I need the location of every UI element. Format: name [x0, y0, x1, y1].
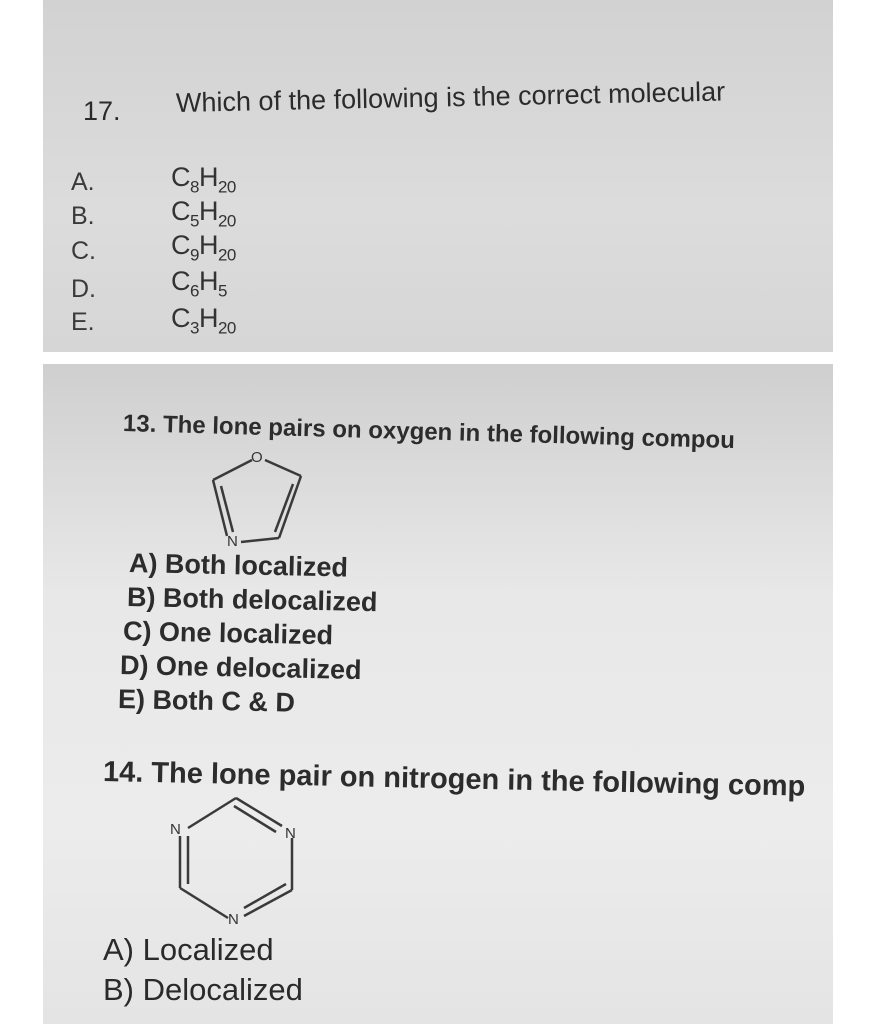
questions-13-14-photo — [43, 364, 833, 1024]
nitrogen-atom-label-left: N — [170, 821, 181, 838]
q13-answer-b: B) Both delocalized — [126, 582, 378, 618]
option-formula-e: $C_3H_{20}$ — [171, 303, 236, 338]
nitrogen-atom-label-right: N — [285, 825, 296, 842]
question-17-text: Which of the following is the correct molecular — [175, 76, 726, 118]
option-formula-c: $C_9H_{20}$ — [171, 230, 236, 265]
question-13-text: 13. The lone pairs on oxygen in the following compou — [122, 410, 736, 455]
q13-answer-a: A) Both localized — [128, 548, 349, 583]
option-formula-b: $C_5H_{20}$ — [171, 196, 236, 231]
q13-answer-c: C) One localized — [122, 616, 334, 651]
option-letter-d: D. — [71, 275, 96, 303]
option-formula-d: $C_6H_5$ — [171, 266, 227, 301]
nitrogen-atom-label-bottom: N — [228, 911, 239, 928]
question-14-text: 14. The lone pair on nitrogen in the following comp — [102, 756, 806, 803]
option-formula-a: $C_8H_{20}$ — [171, 162, 236, 197]
option-letter-a: A. — [71, 168, 95, 196]
option-letter-b: B. — [71, 202, 95, 230]
q13-answer-e: E) Both C & D — [117, 684, 296, 718]
q14-answer-b: B) Delocalized — [103, 972, 303, 1007]
question-17-number: 17. — [83, 96, 121, 126]
q13-answer-d: D) One delocalized — [119, 650, 362, 686]
q14-answer-a: A) Localized — [103, 932, 274, 967]
option-letter-e: E. — [71, 308, 95, 336]
question-17-photo — [43, 0, 833, 352]
option-letter-c: C. — [71, 237, 96, 265]
nitrogen-atom-label: N — [227, 533, 238, 550]
pyrimidine-structure — [158, 790, 318, 935]
oxazole-structure — [183, 442, 313, 552]
oxygen-atom-label: O — [251, 449, 263, 466]
